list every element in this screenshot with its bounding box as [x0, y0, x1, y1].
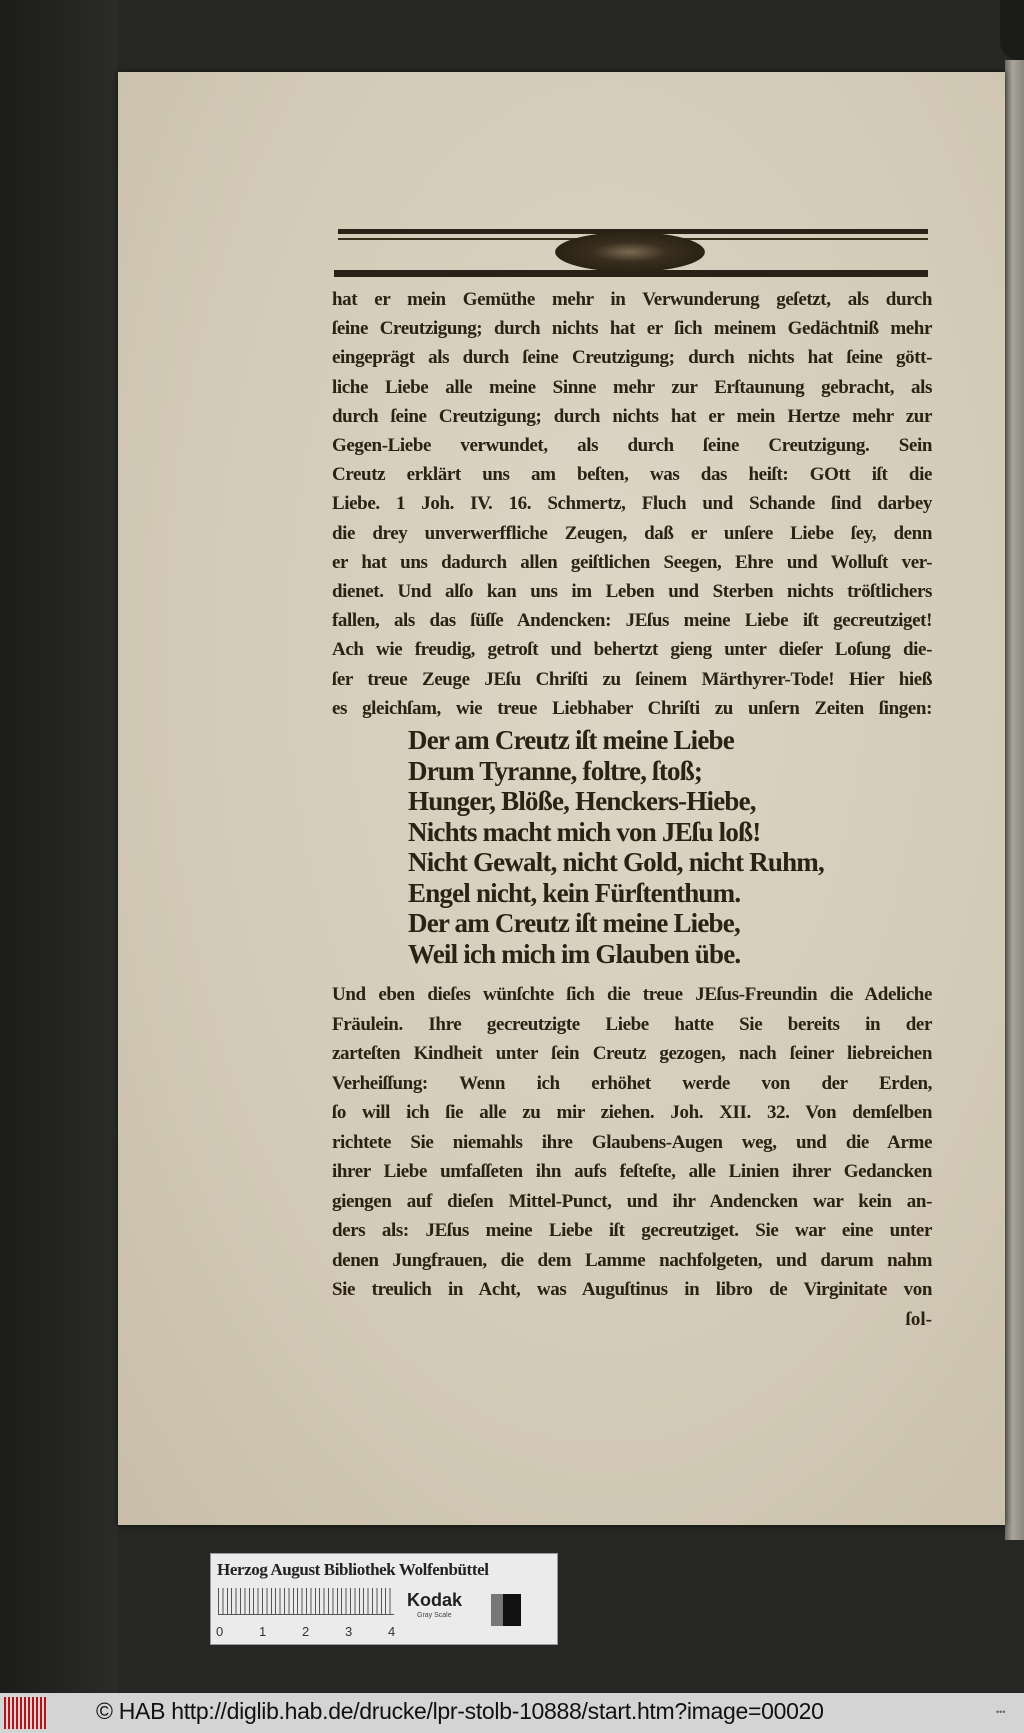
text-line: [332, 1247, 932, 1275]
text-line-content: liche Liebe alle meine Sinne mehr zur Erſtaunung gebracht, als: [332, 376, 932, 398]
text-line: [332, 1099, 932, 1127]
ruler-tick: 3: [345, 1624, 353, 1639]
text-line: [332, 461, 932, 489]
footer-bar: [0, 1693, 1024, 1733]
text-line-content: hat er mein Gemüthe mehr in Verwunderung geſetzt, als durch: [332, 289, 932, 310]
text-line: [332, 520, 932, 548]
ornament-vignette: [555, 232, 705, 272]
text-line: [332, 1158, 932, 1186]
more-icon[interactable]: •••: [996, 1707, 1006, 1717]
text-line: [332, 432, 932, 460]
text-line: [332, 490, 932, 518]
text-line-content: es gleichſam, wie treue Liebhaber Chriſti zu unſern Zeiten ſingen:: [332, 697, 932, 719]
text-line-content: Creutz erklärt uns am beſten, was das heiſt: GOtt iſt die: [332, 464, 932, 486]
text-line: [332, 374, 932, 402]
text-line-content: zarteſten Kindheit unter ſein Creutz gezogen, nach ſeiner liebreichen: [332, 1043, 932, 1064]
text-line-content: Sie treulich in Acht, was Auguſtinus in libro de Virginitate von: [332, 1279, 932, 1300]
text-line: [332, 695, 932, 723]
text-line: [332, 286, 932, 314]
text-line-content: ſeine Creutzigung; durch nichts hat er ſich meinem Gedächtniß mehr: [332, 318, 932, 340]
text-line-content: Verheiſſung: Wenn ich erhöhet werde von der Erden,: [332, 1072, 932, 1094]
text-line-content: er hat uns dadurch allen geiſtlichen Seegen, Ehre und Wolluſt ver-: [332, 551, 932, 573]
text-line: [332, 344, 932, 372]
text-line-content: Und eben dieſes wünſchte ſich die treue JEſus-Freundin die Adeliche: [332, 984, 932, 1005]
text-line: [332, 981, 932, 1009]
text-line-content: Liebe. 1 Joh. IV. 16. Schmertz, Fluch und Schande ſind darbey: [332, 493, 932, 515]
verse-line: Nichts macht mich von JEſu loß!: [408, 816, 761, 847]
text-line-content: richtete Sie niemahls ihre Glaubens-Augen weg, und die Arme: [332, 1131, 932, 1153]
background: [0, 0, 1024, 72]
text-line: [332, 666, 932, 694]
text-line: [332, 549, 932, 577]
catchword: ſol-: [905, 1309, 932, 1330]
text-line-content: denen Jungfrauen, die dem Lamme nachfolgeten, und darum nahm: [332, 1249, 932, 1271]
page-edge: [1005, 60, 1024, 1540]
background-left: [0, 0, 118, 1693]
text-line-content: ſo will ich ſie alle zu mir ziehen. Joh. XII. 32. Von demſelben: [332, 1102, 932, 1123]
text-line: [332, 607, 932, 635]
ruler-tick: 2: [302, 1624, 310, 1639]
text-line-content: Gegen-Liebe verwundet, als durch ſeine Creutzigung. Sein: [332, 435, 932, 456]
text-line: [332, 1040, 932, 1068]
footer-url[interactable]: © HAB http://diglib.hab.de/drucke/lpr-stolb-10888/start.htm?image=00020: [96, 1698, 824, 1724]
verse-line: Nicht Gewalt, nicht Gold, nicht Ruhm,: [408, 847, 824, 877]
text-line-content: Fräulein. Ihre gecreutzigte Liebe hatte Sie bereits in der: [332, 1013, 932, 1035]
text-line-content: fallen, als das ſüſſe Andencken: JEſus meine Liebe iſt gecreutziget!: [332, 610, 932, 632]
text-line: [332, 578, 932, 606]
text-line: [332, 1070, 932, 1098]
verse-line: Hunger, Blöße, Henckers-Hiebe,: [408, 786, 756, 816]
color-card-title: Herzog August Bibliothek Wolfenbüttel: [217, 1560, 489, 1579]
text-line: [332, 315, 932, 343]
text-line-content: Ach wie freudig, getroſt und behertzt gieng unter dieſer Loſung die-: [332, 639, 932, 661]
text-line: [332, 1217, 932, 1245]
text-line-content: die drey unverwerffliche Zeugen, daß er unſere Liebe ſey, denn: [332, 522, 932, 544]
ruler-scale: [218, 1588, 394, 1614]
text-line-content: durch ſeine Creutzigung; durch nichts hat er mein Hertze mehr zur: [332, 405, 932, 427]
text-line-content: ihrer Liebe umfaſſeten ihn aufs feſteſte, alle Linien ihrer Gedancken: [332, 1161, 932, 1182]
text-line: [332, 1129, 932, 1157]
ruler-baseline: [218, 1614, 394, 1615]
gray-scale-label: Gray Scale: [417, 1612, 452, 1619]
ruler-tick: 1: [259, 1624, 267, 1639]
text-line: [332, 636, 932, 664]
verse-line: Der am Creutz iſt meine Liebe,: [408, 908, 740, 938]
book-corner: [1000, 0, 1024, 60]
text-line-content: dienet. Und alſo kan uns im Leben und Sterben nichts tröſtlichers: [332, 581, 932, 602]
ruler-tick: 4: [388, 1624, 396, 1639]
ruler-tick: 0: [216, 1624, 224, 1639]
verse-line: Weil ich mich im Glauben übe.: [408, 938, 741, 969]
color-card: [210, 1553, 558, 1645]
text-line: [332, 1276, 932, 1304]
text-line-content: ders als: JEſus meine Liebe iſt gecreutziget. Sie war eine unter: [332, 1220, 932, 1241]
verse-line: Engel nicht, kein Fürſtenthum.: [408, 877, 741, 908]
text-line: [332, 403, 932, 431]
verse-line: Der am Creutz iſt meine Liebe: [408, 725, 734, 755]
kodak-brand: Kodak: [407, 1590, 463, 1610]
hab-logo-icon: [4, 1697, 46, 1729]
text-line-content: eingeprägt als durch ſeine Creutzigung; durch nichts hat ſeine gött-: [332, 347, 932, 369]
text-line: [332, 1188, 932, 1216]
text-line-content: ſer treue Zeuge JEſu Chriſti zu ſeinem Märthyrer-Tode! Hier hieß: [332, 668, 932, 690]
verse-line: Drum Tyranne, foltre, ſtoß;: [408, 755, 703, 786]
text-line-content: giengen auf dieſen Mittel-Punct, und ihr Andencken war kein an-: [332, 1190, 932, 1212]
gray-patch: [491, 1594, 521, 1626]
text-line: [332, 1011, 932, 1039]
